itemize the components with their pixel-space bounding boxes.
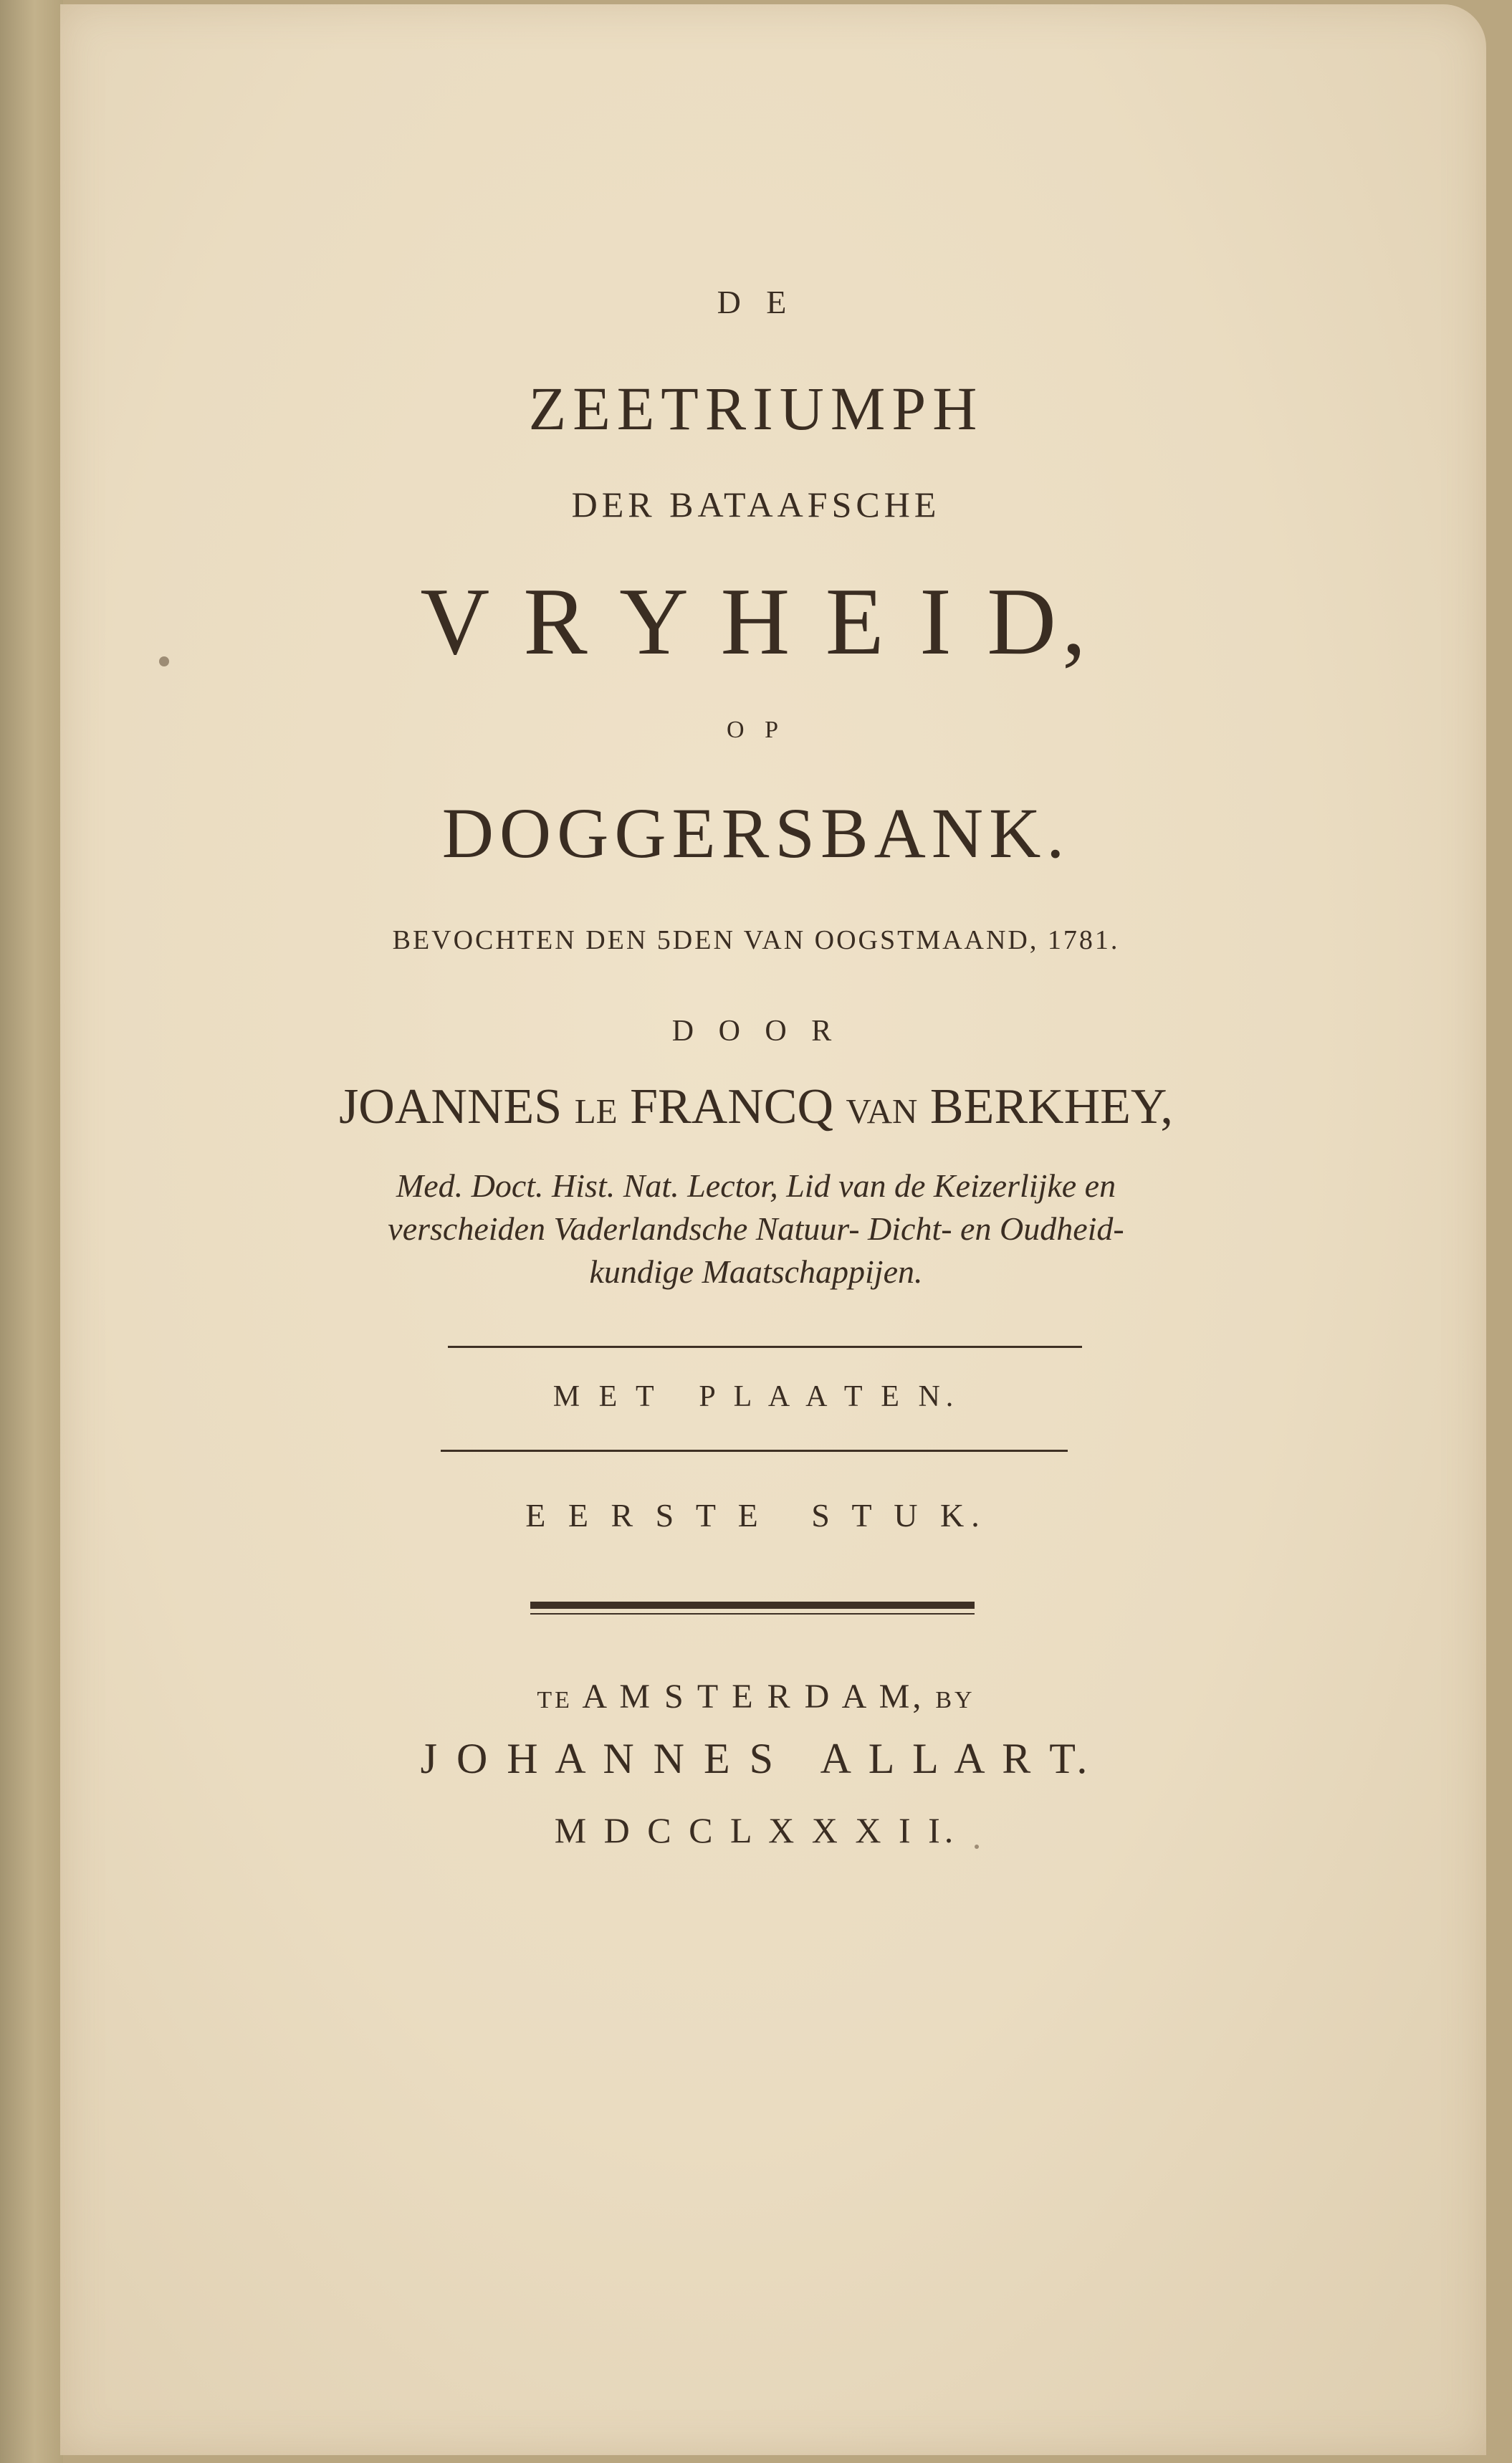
author-credentials-line-2: verscheiden Vaderlandsche Natuur- Dicht- en Oudheid- <box>388 1210 1124 1247</box>
ornamental-rule <box>530 1602 975 1615</box>
part-line: E E R S T E S T U K. <box>525 1497 987 1534</box>
by-line: D O O R <box>671 1015 841 1048</box>
author-credentials-line-1: Med. Doct. Hist. Nat. Lector, Lid van de Keizerlijke en <box>396 1167 1116 1204</box>
publication-year: M D C C L X X X I I. <box>554 1810 958 1850</box>
divider-rule-1 <box>448 1346 1082 1348</box>
title-doggersbank: DOGGERSBANK. <box>441 793 1071 873</box>
imprint-city: A M S T E R D A M, <box>582 1678 924 1716</box>
author-particle-van: van <box>846 1079 918 1134</box>
title-der-bataafsche: DER BATAAFSCHE <box>571 484 941 525</box>
title-zeetriumph: ZEETRIUMPH <box>528 374 984 443</box>
foxing-spot <box>159 656 169 666</box>
title-vryheid: V R Y H E I D, <box>420 568 1092 674</box>
author-first-name: JOANNES <box>339 1079 563 1134</box>
imprint-by: by <box>935 1678 975 1716</box>
divider-rule-2 <box>441 1450 1068 1452</box>
author-middle-name: FRANCQ <box>630 1079 834 1134</box>
author-name <box>0 1079 1512 1136</box>
imprint-te: te <box>537 1678 573 1716</box>
title-article: D E <box>717 284 795 320</box>
imprint-place-line <box>0 1677 1512 1716</box>
author-particle-le: le <box>574 1079 618 1134</box>
author-credentials-line-3: kundige Maatschappijen. <box>589 1253 923 1290</box>
title-op: O P <box>727 717 785 743</box>
plates-line: M E T P L A A T E N. <box>552 1380 960 1413</box>
publisher-name: J O H A N N E S A L L A R T. <box>420 1735 1092 1782</box>
battle-date-line: BEVOCHTEN DEN 5DEN VAN OOGSTMAAND, 1781. <box>392 925 1120 955</box>
author-last-name: BERKHEY, <box>929 1079 1173 1134</box>
foxing-spot <box>975 1845 979 1849</box>
